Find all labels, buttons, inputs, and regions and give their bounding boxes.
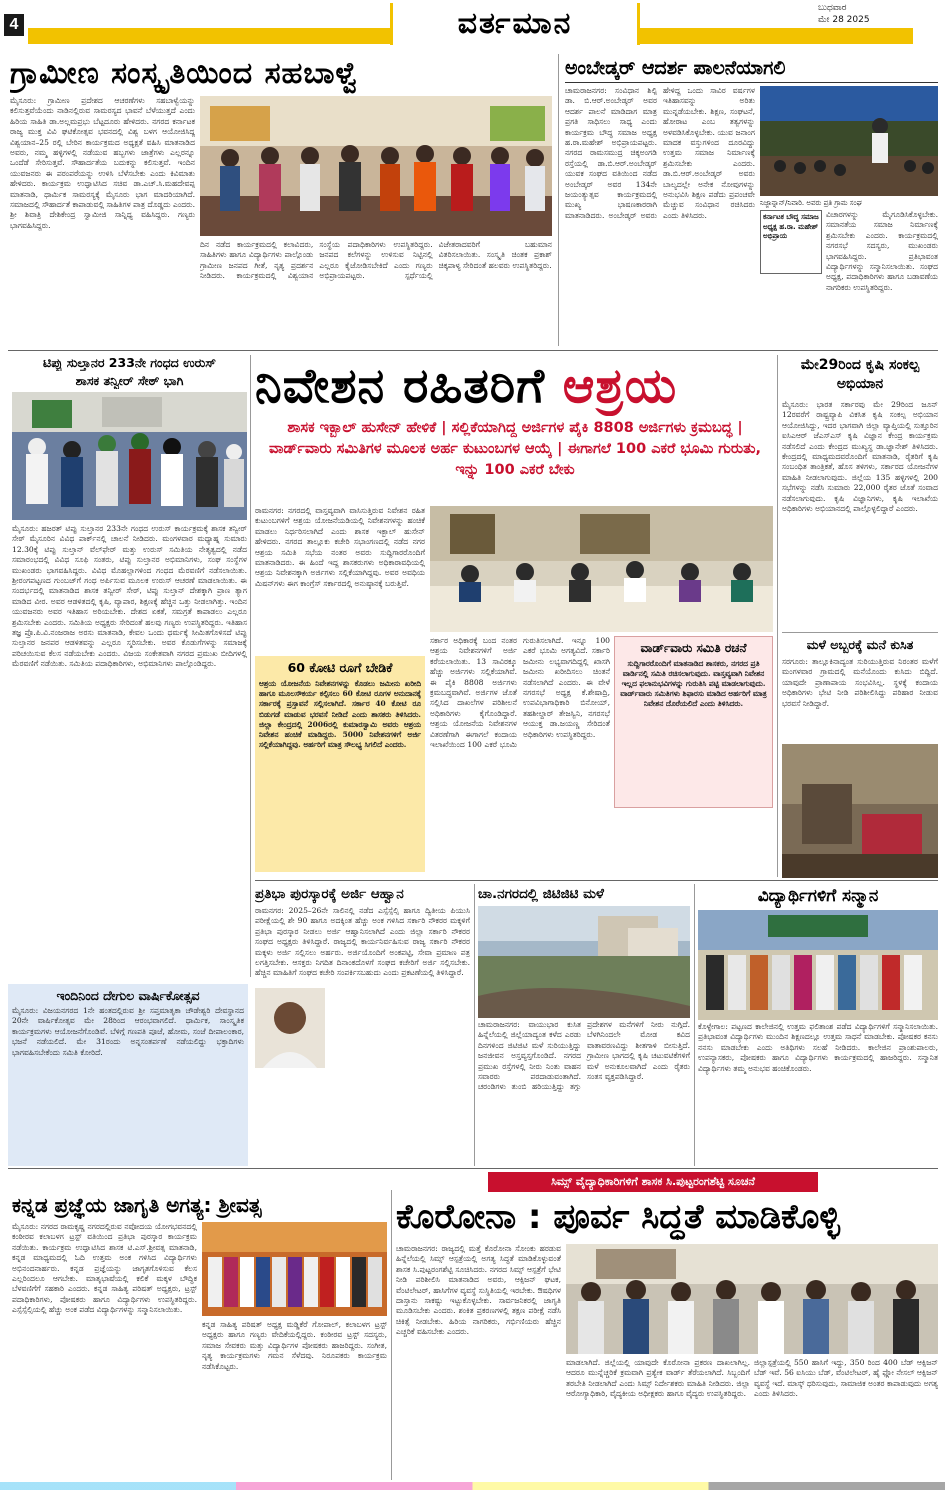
story-krishi-headline: ಮೇ29ರಿಂದ ಕೃಷಿ ಸಂಕಲ್ಪ ಅಭಿಯಾನ bbox=[800, 357, 920, 392]
story-ambedkar-photo bbox=[760, 86, 938, 196]
story-corona-body: ಚಾಮರಾಜನಗರ: ರಾಜ್ಯದಲ್ಲಿ ಮತ್ತೆ ಕೊರೋನಾ ಸೋಂಕು ಹರಡುವ ಹಿನ್ನೆಲೆಯಲ್ಲಿ ಸಿಮ್ಸ್ ಆಸ್ಪತ್ರೆಯಲ್ಲಿ ಅಗತ್ಯ ಸಿದ್ಧತೆ ಮಾಡಿಕೊಳ್ಳುವಂತೆ ಶಾಸಕ ಸಿ.ಪುಟ್ಟರಂಗಶೆಟ್ಟಿ ಸೂಚಿಸಿದರು. ನಗರದ ಸಿಮ್ಸ್ ಆಸ್ಪತ್ರೆಗೆ ಭೇಟಿ ನೀಡಿ ಪರಿಶೀಲಿಸಿ ಮಾತನಾಡಿದ ಅವರು, ಆಕ್ಸಿಜನ್ ಘಟಕ, ವೆಂಟಿಲೇಟರ್, ಹಾಸಿಗೆಗಳ ವ್ಯವಸ್ಥೆ ಸುಸ್ಥಿತಿಯಲ್ಲಿ ಇರಬೇಕು. ಔಷಧಿಗಳ ದಾಸ್ತಾನು ಸಾಕಷ್ಟು ಇಟ್ಟುಕೊಳ್ಳಬೇಕು. ಸಾರ್ವಜನಿಕರಲ್ಲಿ ಜಾಗೃತಿ ಮೂಡಿಸಬೇಕು ಎಂದರು. ಶಂಕಿತ ಪ್ರಕರಣಗಳಲ್ಲಿ ತಕ್ಷಣ ಪರೀಕ್ಷೆ ನಡೆಸಿ ಚಿಕಿತ್ಸೆ ನೀಡಬೇಕು. ಹಿರಿಯ ನಾಗರಿಕರು, ಗರ್ಭಿಣಿಯರು ಹೆಚ್ಚಿನ ಎಚ್ಚರಿಕೆ ವಹಿಸಬೇಕು ಎಂದರು. bbox=[396, 1244, 561, 1337]
divider bbox=[474, 884, 475, 1166]
story-lead-sidebar-title: ವಾರ್ಡ್‌ವಾರು ಸಮಿತಿ ರಚನೆ bbox=[640, 641, 747, 655]
story-lead-photo bbox=[430, 506, 773, 632]
story-lead-body-left: ರಾಮನಗರ: ನಗರದಲ್ಲಿ ವಾಸ್ತವ್ಯವಾಗಿ ವಾಸಿಸುತ್ತಿರುವ ನಿವೇಶನ ರಹಿತ ಕುಟುಂಬಗಳಿಗೆ ಆಶ್ರಯ ಯೋಜನೆಯಡಿಯಲ್ಲಿ ನಿವೇಶನಗಳನ್ನು ಹಂಚಿಕೆ ಮಾಡಲು ನಿರ್ಧರಿಸಲಾಗಿದೆ ಎಂದು ಶಾಸಕ ಇಕ್ಬಾಲ್ ಹುಸೇನ್ ಹೇಳಿದರು. ನಗರದ ತಾಲ್ಲೂಕು ಕಚೇರಿ ಸಭಾಂಗಣದಲ್ಲಿ ನಡೆದ ನಗರ ಆಶ್ರಯ ಸಮಿತಿ ಸಭೆಯ ನಂತರ ಅವರು ಸುದ್ದಿಗಾರರೊಂದಿಗೆ ಮಾತನಾಡಿದರು. ಈ ಹಿಂದೆ ಇದ್ದ ಶಾಸಕರುಗಳು ಅಧಿಕಾರಾವಧಿಯಲ್ಲಿ ಆಶ್ರಯ ನಿವೇಶನಕ್ಕಾಗಿ ಅರ್ಜಿಗಳು ಸಲ್ಲಿಕೆಯಾಗಿದ್ದವು. ಅವರ ಅವಧಿಯ ಮಿಷನ್‌ಗಳು ಈಗ ಕಾಂಗ್ರೆಸ್ ಸರ್ಕಾರದಲ್ಲಿ ಅನುಷ್ಠಾನಕ್ಕೆ ಬರುತ್ತಿವೆ. bbox=[255, 506, 425, 588]
story-kannada-body: ಮೈಸೂರು: ನಗರದ ರಾಮಕೃಷ್ಣ ನಗರದಲ್ಲಿರುವ ನವೋದಯ ಯೋಗಭವನದಲ್ಲಿ ಕಂಠೀರವ ಕಲಾಬಳಗ ಟ್ರಸ್ಟ್ ವತಿಯಿಂದ ಪ್ರತಿಭಾ ಪುರಸ್ಕಾರ ಕಾರ್ಯಕ್ರಮ ನಡೆಯಿತು. ಕಾರ್ಯಕ್ರಮ ಉದ್ಘಾಟಿಸಿದ ಶಾಸಕ ಟಿ.ಎಸ್.ಶ್ರೀವತ್ಸ ಮಾತನಾಡಿ, ಕನ್ನಡ ಮಾಧ್ಯಮದಲ್ಲಿ ಓದಿ ಉತ್ತಮ ಅಂಕ ಗಳಿಸಿದ ವಿದ್ಯಾರ್ಥಿಗಳು ಅಭಿನಂದನಾರ್ಹರು. ಕನ್ನಡ ಪ್ರಜ್ಞೆಯನ್ನು ಜಾಗೃತಗೊಳಿಸುವ ಕೆಲಸ ಎಲ್ಲರಿಂದಲೂ ಆಗಬೇಕು. ಮಾತೃಭಾಷೆಯಲ್ಲಿ ಕಲಿಕೆ ಮಕ್ಕಳ ಬೌದ್ಧಿಕ ಬೆಳವಣಿಗೆಗೆ ಸಹಕಾರಿ ಎಂದರು. ಕನ್ನಡ ಸಾಹಿತ್ಯ ಪರಿಷತ್ ಅಧ್ಯಕ್ಷರು, ಟ್ರಸ್ಟ್ ಪದಾಧಿಕಾರಿಗಳು, ಪೋಷಕರು ಹಾಗೂ ವಿದ್ಯಾರ್ಥಿಗಳು ಉಪಸ್ಥಿತರಿದ್ದರು. ಎಸ್ಸೆಸ್ಸೆಲ್ಸಿಯಲ್ಲಿ ಹೆಚ್ಚು ಅಂಕ ಪಡೆದ ವಿದ್ಯಾರ್ಥಿಗಳನ್ನು ಸನ್ಮಾನಿಸಲಾಯಿತು. bbox=[12, 1222, 197, 1315]
divider bbox=[250, 355, 251, 977]
page-number: 4 bbox=[9, 16, 19, 33]
story-lead-callout-box bbox=[255, 656, 425, 872]
divider bbox=[782, 632, 938, 633]
story-lead-deck: ಶಾಸಕ ಇಕ್ಬಾಲ್ ಹುಸೇನ್ ಹೇಳಿಕೆ | ಸಲ್ಲಿಕೆಯಾಗಿದ್ದ ಅರ್ಜಿಗಳ ಪೈಕಿ 8808 ಅರ್ಜಿಗಳು ಕ್ರಮಬದ್ಧ | ವಾರ್ಡ್‌ವಾರು ಸಮಿತಿಗಳ ಮೂಲಕ ಅರ್ಹ ಕುಟುಂಬಗಳ ಆಯ್ಕೆ | ಈಗಾಗಲೆ 100 ಎಕರೆ ಭೂಮಿ ಗುರುತು, ಇನ್ನು 100 ಎಕರೆ ಬೇಕು bbox=[269, 420, 761, 478]
story-tipu-body: ಮೈಸೂರು: ಹಜರತ್ ಟಿಪ್ಪು ಸುಲ್ತಾನರ 233ನೇ ಗಂಧದ ಉರುಸ್ ಕಾರ್ಯಕ್ರಮಕ್ಕೆ ಶಾಸಕ ತನ್ವೀರ್ ಸೇಠ್ ಮೈಸೂರಿನ ವಿವಿಧ ಪಾರ್ಕ್‌ನಲ್ಲಿ ಚಾಲನೆ ನೀಡಿದರು. ಮಂಗಳವಾರ ಮಧ್ಯಾಹ್ನ ಸುಮಾರು 12.30ಕ್ಕೆ ಟಿಪ್ಪು ಸುಲ್ತಾನ್ ವೆಲ್‌ಫೇರ್ ಮತ್ತು ಉರುಸ್ ಸಮಿತಿಯ ನೇತೃತ್ವದಲ್ಲಿ ನಡೆದ ಸಮಾರಂಭದಲ್ಲಿ ವಿವಿಧ ಸೂಫಿ ಸಂತರು, ಟಿಪ್ಪು ಸುಲ್ತಾನರ ಅಭಿಮಾನಿಗಳು, ಸಂಘ ಸಂಸ್ಥೆಗಳ ಮುಖಂಡರು ಭಾಗವಹಿಸಿದ್ದರು. ವಿವಿಧ ಮೊಹಲ್ಲಾಗಳಿಂದ ಗಂಧದ ಮೆರವಣಿಗೆ ನಡೆಸಲಾಯಿತು. ಶ್ರೀರಂಗಪಟ್ಟಣದ ಗುಂಬಜ್‌ಗೆ ಗಂಧ ಅರ್ಪಿಸುವ ಮೂಲಕ ಉರುಸ್ ಆಚರಣೆ ಮಾಡಲಾಯಿತು. ಈ ಸಂದರ್ಭದಲ್ಲಿ ಮಾತನಾಡಿದ ಶಾಸಕ ತನ್ವೀರ್ ಸೇಠ್, ಟಿಪ್ಪು ಸುಲ್ತಾನ್ ದೇಶಕ್ಕಾಗಿ ಪ್ರಾಣ ತ್ಯಾಗ ಮಾಡಿದ ವೀರ. ಅವರ ಆಡಳಿತದಲ್ಲಿ ಕೃಷಿ, ವ್ಯಾಪಾರ, ಶಿಕ್ಷಣಕ್ಕೆ ಹೆಚ್ಚಿನ ಒತ್ತು ನೀಡಲಾಗಿತ್ತು. ಇಂದಿನ ಯುವಜನರು ಅವರ ಇತಿಹಾಸ ಅರಿಯಬೇಕು. ದೇಶದ ಏಕತೆ, ಸಮಗ್ರತೆ ಕಾಪಾಡಲು ಎಲ್ಲರೂ ಶ್ರಮಿಸಬೇಕು ಎಂದರು. ಸಮಿತಿಯ ಅಧ್ಯಕ್ಷರು ಸೇರಿದಂತೆ ಹಲವು ಗಣ್ಯರು ಉಪಸ್ಥಿತರಿದ್ದರು. ಇತಿಹಾಸ ತಜ್ಞ ಪ್ರೊ.ಪಿ.ವಿ.ನಂಜರಾಜ ಅರಸು ಮಾತನಾಡಿ, ಕೇವಲ ಒಂದು ಧರ್ಮಕ್ಕೆ ಸೀಮಿತಗೊಳಿಸದೆ ಟಿಪ್ಪು ಸುಲ್ತಾನರ ಜನಪರ ಆಡಳಿತವನ್ನು ಎಲ್ಲರೂ ಸ್ಮರಿಸಬೇಕು. ಅವರ ಕೊಡುಗೆಗಳನ್ನು ಸಮಾಜಕ್ಕೆ ಪರಿಚಯಿಸುವ ಕೆಲಸ ನಡೆಯಬೇಕು ಎಂದರು. ವಿಜಯ ಸಂಕೇತವಾಗಿ ನಗರದ ಪ್ರಮುಖ ಬೀದಿಗಳಲ್ಲಿ ಮೆರವಣಿಗೆ ನಡೆಯಿತು. ಸಮಿತಿಯ ಪದಾಧಿಕಾರಿಗಳು, ಅಭಿಮಾನಿಗಳು ಪಾಲ್ಗೊಂಡಿದ್ದರು. bbox=[12, 524, 247, 669]
story-lead-callout-title: 60 ಕೋಟಿ ರೂಗೆ ಬೇಡಿಕೆ bbox=[287, 660, 393, 675]
divider bbox=[777, 355, 778, 877]
story-lead-headline bbox=[255, 356, 775, 416]
story-kannada-photo bbox=[202, 1222, 387, 1316]
story-lead-sidebar-box bbox=[614, 636, 773, 808]
story-rain-city-photo bbox=[478, 906, 690, 1018]
story-ambedkar-body: ಚಾಮರಾಜನಗರ: ಸಂವಿಧಾನ ಶಿಲ್ಪಿ ಡಾ. ಬಿ.ಆರ್.ಅಂಬೇಡ್ಕರ್ ಅವರ ಆದರ್ಶ ಪಾಲನೆ ಮಾಡಿದಾಗ ಮಾತ್ರ ಪ್ರಗತಿ ಸಾಧಿಸಲು ಸಾಧ್ಯ ಎಂದು ಕಾರ್ಯಕ್ರಮ ಬೌದ್ಧ ಸಮಾಜ ಅಧ್ಯಕ್ಷ ಹ.ರಾ.ಮಹೇಶ್ ಅಭಿಪ್ರಾಯಪಟ್ಟರು. ನಗರದ ರಾಮಸಮುದ್ರ ಚಿಕ್ಕಅಂಗಡಿ ರಸ್ತೆಯಲ್ಲಿ ಡಾ.ಬಿ.ಆರ್.ಅಂಬೇಡ್ಕರ್ ಯುವಕ ಸಂಘದ ವತಿಯಿಂದ ನಡೆದ ಅಂಬೇಡ್ಕರ್ ಅವರ 134ನೇ ಜಯಂತ್ಯುತ್ಸವ ಕಾರ್ಯಕ್ರಮದಲ್ಲಿ ಮುಖ್ಯ ಭಾಷಣಕಾರರಾಗಿ ಮಾತನಾಡಿದರು. ಅಂಬೇಡ್ಕರ್ ಅವರು ಹೇಳಿದ್ದ ಒಂದು ಸಾವಿರ ವರ್ಷಗಳ ಇತಿಹಾಸವನ್ನು ಅರಿತು ಮುನ್ನಡೆಯಬೇಕು. ಶಿಕ್ಷಣ, ಸಂಘಟನೆ, ಹೋರಾಟ ಎಂಬ ತತ್ವಗಳನ್ನು ಅಳವಡಿಸಿಕೊಳ್ಳಬೇಕು. ಯುವ ಜನಾಂಗ ಮಾದಕ ವಸ್ತುಗಳಿಂದ ದೂರವಿದ್ದು ಉತ್ತಮ ಸಮಾಜ ನಿರ್ಮಾಣಕ್ಕೆ ಶ್ರಮಿಸಬೇಕು ಎಂದರು. ಡಾ.ಬಿ.ಆರ್.ಅಂಬೇಡ್ಕರ್ ಅವರು ಬಾಲ್ಯದಲ್ಲೇ ಅನೇಕ ನೋವುಗಳನ್ನು ಅನುಭವಿಸಿ ಶಿಕ್ಷಣ ಪಡೆದು ಪ್ರಪಂಚವೇ ಮೆಚ್ಚುವ ಸಂವಿಧಾನ ರಚಿಸಿದರು ಎಂದು ತಿಳಿಸಿದರು. bbox=[565, 86, 755, 220]
story-ambedkar-body2: ವಿಚಾರಗಳನ್ನು ಮೈಗೂಡಿಸಿಕೊಳ್ಳಬೇಕು. ಸಮಾನತೆಯ ಸಮಾಜ ನಿರ್ಮಾಣಕ್ಕೆ ಶ್ರಮಿಸಬೇಕು ಎಂದರು. ಕಾರ್ಯಕ್ರಮದಲ್ಲಿ ನಗರಸಭೆ ಸದಸ್ಯರು, ಮುಖಂಡರು ಭಾಗವಹಿಸಿದ್ದರು. ಪ್ರತಿಭಾವಂತ ವಿದ್ಯಾರ್ಥಿಗಳನ್ನು ಸನ್ಮಾನಿಸಲಾಯಿತು. ಸಂಘದ ಅಧ್ಯಕ್ಷ, ಪದಾಧಿಕಾರಿಗಳು ಹಾಗೂ ಬಡಾವಣೆಯ ನಾಗರಿಕರು ಉಪಸ್ಥಿತರಿದ್ದರು. bbox=[826, 210, 938, 292]
divider bbox=[558, 54, 559, 346]
divider bbox=[565, 82, 938, 83]
story-rain-house-body: ಸರಗೂರು: ತಾಲ್ಲೂಕಿನಾದ್ಯಂತ ಸುರಿಯುತ್ತಿರುವ ನಿರಂತರ ಮಳೆಗೆ ಮಂಗಳವಾರ ಗ್ರಾಮದಲ್ಲಿ ಮನೆಯೊಂದು ಕುಸಿದು ಬಿದ್ದಿದೆ. ಯಾವುದೇ ಪ್ರಾಣಾಪಾಯ ಸಂಭವಿಸಿಲ್ಲ. ಸ್ಥಳಕ್ಕೆ ಕಂದಾಯ ಅಧಿಕಾರಿಗಳು ಭೇಟಿ ನೀಡಿ ಪರಿಶೀಲಿಸಿದ್ದು ಪರಿಹಾರ ನೀಡುವ ಭರವಸೆ ನೀಡಿದ್ದಾರೆ. bbox=[782, 657, 938, 708]
story-students-headline: ವಿದ್ಯಾರ್ಥಿಗಳಿಗೆ ಸನ್ಮಾನ bbox=[757, 886, 879, 906]
story-tipu-headline: ಟಿಪ್ಪು ಸುಲ್ತಾನರ 233ನೇ ಗಂಧದ ಉರುಸ್ bbox=[43, 355, 216, 370]
story-rain-house-headline: ಮಳೆ ಅಬ್ಬರಕ್ಕೆ ಮನೆ ಕುಸಿತ bbox=[806, 637, 914, 652]
story-ambedkar-pullquote: ಕರ್ನಾಟಕ ಬೌದ್ಧ ಸಮಾಜ ಅಧ್ಯಕ್ಷ ಹ.ರಾ. ಮಹೇಶ್ ಅಭಿಪ್ರಾಯ bbox=[763, 213, 819, 240]
story-students-photo bbox=[698, 910, 938, 1020]
story-tipu-subhead: ಶಾಸಕ ತನ್ವೀರ್ ಸೇಠ್ ಭಾಗಿ bbox=[75, 373, 184, 388]
story-lead-body-right: ಸರ್ಕಾರ ಅಧಿಕಾರಕ್ಕೆ ಬಂದ ನಂತರ ಆಶ್ರಯ ನಿವೇಶನಗಳಿಗೆ ಅರ್ಜಿ ಕರೆಯಲಾಯಿತು. 13 ಸಾವಿರಕ್ಕೂ ಹೆಚ್ಚು ಅರ್ಜಿಗಳು ಸಲ್ಲಿಕೆಯಾಗಿವೆ. ಈ ಪೈಕಿ 8808 ಅರ್ಜಿಗಳು ಕ್ರಮಬದ್ಧವಾಗಿವೆ. ಅರ್ಜಿಗಳ ಜೊತೆ ಸಲ್ಲಿಸಿದ ದಾಖಲೆಗಳ ಪರಿಶೀಲನೆ ಅಧಿಕಾರಿಗಳು ಕೈಗೊಂಡಿದ್ದಾರೆ. ಆಶ್ರಯ ಯೋಜನೆಯ ನಿವೇಶನಗಳ ವಿತರಣೆಗಾಗಿ ಈಗಾಗಲೆ ಕಂದಾಯ ಇಲಾಖೆಯಿಂದ 100 ಎಕರೆ ಭೂಮಿ ಗುರುತಿಸಲಾಗಿದೆ. ಇನ್ನೂ 100 ಎಕರೆ ಭೂಮಿ ಅಗತ್ಯವಿದೆ. ಸರ್ಕಾರಿ ಜಮೀನು ಲಭ್ಯವಾಗದಿದ್ದಲ್ಲಿ ಖಾಸಗಿ ಜಮೀನು ಖರೀದಿಸಲು ಚಿಂತನೆ ನಡೆಸಲಾಗಿದೆ ಎಂದರು. ಈ ವೇಳೆ ನಗರಸಭೆ ಅಧ್ಯಕ್ಷ ಕೆ.ಶೇಷಾದ್ರಿ, ಉಪವಿಭಾಗಾಧಿಕಾರಿ ಬಿನೋಯ್, ತಹಶೀಲ್ದಾರ್ ತೇಜಸ್ವಿನಿ, ನಗರಸಭೆ ಆಯುಕ್ತ ಡಾ.ಜಯಣ್ಣ ಸೇರಿದಂತೆ ಅಧಿಕಾರಿಗಳು ಉಪಸ್ಥಿತರಿದ್ದರು. bbox=[430, 636, 610, 750]
story-village-photo bbox=[200, 96, 552, 236]
story-lead-sidebar-body: ಸುದ್ದಿಗಾರರೊಂದಿಗೆ ಮಾತನಾಡಿದ ಶಾಸಕರು, ನಗರದ ಪ್ರತಿ ವಾರ್ಡಿನಲ್ಲಿ ಸಮಿತಿ ರಚಿಸಲಾಗುವುದು. ವಾಸ್ತವ್ಯವಾಗಿ ನಿವೇಶನ ಇಲ್ಲದ ಫಲಾನುಭವಿಗಳನ್ನು ಗುರುತಿಸಿ ಪಟ್ಟಿ ಮಾಡಲಾಗುವುದು. ವಾರ್ಡ್‌ವಾರು ಸಮಿತಿಗಳು ಶಿಫಾರಸು ಮಾಡಿದ ಅರ್ಹರಿಗೆ ಮಾತ್ರ ನಿವೇಶನ ದೊರೆಯಲಿದೆ ಎಂದು ತಿಳಿಸಿದರು. bbox=[620, 659, 767, 708]
story-rain-house-photo bbox=[782, 744, 938, 878]
story-rain-city-body: ಚಾಮರಾಜನಗರ: ವಾಯುಭಾರ ಕುಸಿತ ಹಿನ್ನೆಲೆಯಲ್ಲಿ ಜಿಲ್ಲೆಯಾದ್ಯಂತ ಕಳೆದ ಎರಡು ದಿನಗಳಿಂದ ಜಿಟಿಜಿಟಿ ಮಳೆ ಸುರಿಯುತ್ತಿದ್ದು ಜನಜೀವನ ಅಸ್ತವ್ಯಸ್ತಗೊಂಡಿದೆ. ನಗರದ ಪ್ರಮುಖ ರಸ್ತೆಗಳಲ್ಲಿ ನೀರು ನಿಂತು ವಾಹನ ಸವಾರರು ಪರದಾಡುವಂತಾಗಿದೆ. ಚರಂಡಿಗಳು ತುಂಬಿ ಹರಿಯುತ್ತಿದ್ದು ತಗ್ಗು ಪ್ರದೇಶಗಳ ಮನೆಗಳಿಗೆ ನೀರು ನುಗ್ಗಿದೆ. ಬೆಳಗಿನಿಂದಲೇ ಮೋಡ ಕವಿದ ವಾತಾವರಣವಿದ್ದು ಶೀತಗಾಳಿ ಬೀಸುತ್ತಿದೆ. ಗ್ರಾಮೀಣ ಭಾಗದಲ್ಲಿ ಕೃಷಿ ಚಟುವಟಿಕೆಗಳಿಗೆ ಮಳೆ ಅನುಕೂಲವಾಗಿದೆ ಎಂದು ರೈತರು ಸಂತಸ ವ್ಯಕ್ತಪಡಿಸಿದ್ದಾರೆ. bbox=[478, 1020, 690, 1092]
story-kannada-headline: ಕನ್ನಡ ಪ್ರಜ್ಞೆಯ ಜಾಗೃತಿ ಅಗತ್ಯ: ಶ್ರೀವತ್ಸ bbox=[12, 1193, 262, 1217]
story-village-body: ಮೈಸೂರು: ಗ್ರಾಮೀಣ ಪ್ರದೇಶದ ಆಚರಣೆಗಳು ಸಹಬಾಳ್ವೆಯನ್ನು ಕಲಿಸುತ್ತವೆಯೆಂದು ನಾಡಿನಲ್ಲಿರುವ ಸಾಮರಸ್ಯದ ಭಾವನೆ ಬೆಳೆಯುತ್ತದೆ ಎಂದು ಹಿರಿಯ ಸಾಹಿತಿ ಡಾ.ಅಲ್ಲಮಪ್ರಭು ಬೆಟ್ಟದೂರು ಹೇಳಿದರು. ನಗರದ ಕರ್ನಾಟಕ ರಾಜ್ಯ ಮುಕ್ತ ವಿವಿ ಘಟಿಕೋತ್ಸವ ಭವನದಲ್ಲಿ ವಿಶ್ವ ಬಳಗ ಆಯೋಜಿಸಿದ್ದ ವಿಶ್ವಯಾನ–25 ರಲ್ಲಿ ಬೇರಿನ ಕಾರ್ಯಕ್ರಮದ ಅಧ್ಯಕ್ಷತೆ ವಹಿಸಿ ಮಾತನಾಡಿದ ಅವರು, ನಮ್ಮ ಹಳ್ಳಿಗಳಲ್ಲಿ ನಡೆಯುವ ಹಬ್ಬಗಳು ಜಾತ್ರೆಗಳು ಎಲ್ಲರನ್ನೂ ಒಂದೆಡೆ ಸೇರಿಸುತ್ತವೆ. ಸೌಹಾರ್ದತೆಯ ಬದುಕನ್ನು ಕಲಿಸುತ್ತವೆ. ಇಂದಿನ ಯುವಜನರು ಈ ಪರಂಪರೆಯನ್ನು ಉಳಿಸಿ ಬೆಳೆಸಬೇಕು ಎಂದು ಕಿವಿಮಾತು ಹೇಳಿದರು. ಕಾರ್ಯಕ್ರಮ ಉದ್ಘಾಟಿಸಿದ ಸಚಿವ ಡಾ.ಎಚ್.ಸಿ.ಮಹದೇವಪ್ಪ ಮಾತನಾಡಿ, ಧಾರ್ಮಿಕ ಸಾಮರಸ್ಯಕ್ಕೆ ಮೈಸೂರು ಭಾಗ ಮಾದರಿಯಾಗಿದೆ. ಸಮಾಜದಲ್ಲಿ ಸೌಹಾರ್ದತೆ ಕಾಪಾಡುವಲ್ಲಿ ಸಾಹಿತಿಗಳ ಪಾತ್ರ ದೊಡ್ಡದು ಎಂದರು. ಶ್ರೀ ಶಿವಾತ್ರಿ ದೇಶಿಕೇಂದ್ರ ಸ್ವಾಮೀಜಿ ಸಾನ್ನಿಧ್ಯ ವಹಿಸಿದ್ದರು. ಗಣ್ಯರು ಭಾಗವಹಿಸಿದ್ದರು. bbox=[10, 96, 195, 230]
story-lead-headline-part1: ನಿವೇಶನ ರಹಿತರಿಗೆ bbox=[255, 358, 563, 414]
story-corona-headline: ಕೊರೋನಾ : ಪೂರ್ವ ಸಿದ್ಧತೆ ಮಾಡಿಕೊಳ್ಳಿ bbox=[396, 1197, 841, 1237]
divider bbox=[391, 1190, 392, 1480]
divider bbox=[8, 1168, 938, 1169]
paper-name: ವರ್ತಮಾನ bbox=[390, 3, 640, 45]
color-registration-strip bbox=[0, 1482, 945, 1490]
story-village-headline: ಗ್ರಾಮೀಣ ಸಂಸ್ಕೃತಿಯಿಂದ ಸಹಬಾಳ್ವೆ bbox=[10, 56, 360, 91]
story-krishi-body: ಮೈಸೂರು: ಭಾರತ ಸರ್ಕಾರವು ಮೇ 29ರಿಂದ ಜೂನ್ 12ರವರೆಗೆ ರಾಷ್ಟ್ರವ್ಯಾಪಿ ವಿಕಸಿತ ಕೃಷಿ ಸಂಕಲ್ಪ ಅಭಿಯಾನ ಆಯೋಜಿಸಿದ್ದು, ಇದರ ಭಾಗವಾಗಿ ಜಿಲ್ಲಾ ವ್ಯಾಪ್ತಿಯಲ್ಲಿ ಸುತ್ತೂರಿನ ಐಸಿಎಆರ್ ಜೆಎಸ್‌ಎಸ್ ಕೃಷಿ ವಿಜ್ಞಾನ ಕೇಂದ್ರ ಕಾರ್ಯಕ್ರಮ ನಡೆಸಲಿದೆ ಎಂದು ಕೇಂದ್ರದ ಮುಖ್ಯಸ್ಥ ಡಾ.ಜ್ಞಾನೇಶ್ ತಿಳಿಸಿದರು. ಕೇಂದ್ರದಲ್ಲಿ ಮಾಧ್ಯಮದವರೊಂದಿಗೆ ಮಾತನಾಡಿ, ರೈತರಿಗೆ ಕೃಷಿ ಸಂಬಂಧಿತ ತಾಂತ್ರಿಕತೆ, ಹೊಸ ತಳಿಗಳು, ಸರ್ಕಾರದ ಯೋಜನೆಗಳ ಮಾಹಿತಿ ನೀಡಲಾಗುವುದು. ಜಿಲ್ಲೆಯ 135 ಹಳ್ಳಿಗಳಲ್ಲಿ 200 ಸಭೆಗಳನ್ನು ನಡೆಸಿ ಸುಮಾರು 22,000 ರೈತರ ಜೊತೆ ಸಂವಾದ ನಡೆಸಲಾಗುವುದು. ಕೃಷಿ ವಿಜ್ಞಾನಿಗಳು, ಕೃಷಿ ಇಲಾಖೆಯ ಅಧಿಕಾರಿಗಳು ಅಭಿಯಾನದಲ್ಲಿ ಪಾಲ್ಗೊಳ್ಳಲಿದ್ದಾರೆ ಎಂದರು. bbox=[782, 400, 938, 514]
story-corona-body3: ಜಿಲ್ಲಾಸ್ಪತ್ರೆಯಲ್ಲಿ 550 ಹಾಸಿಗೆ ಇದ್ದು, 350 ರಿಂದ 400 ಬೆಡ್ ಆಕ್ಸಿಜನ್ ಬೆಡ್ ಇವೆ. 56 ಐಸಿಯು ಬೆಡ್, ವೆಂಟಿಲೇಟರ್, ಹೈ ಫ್ಲೋ ನೇಸಲ್ ಆಕ್ಸಿಜನ್ ವ್ಯವಸ್ಥೆ ಇದೆ. ಮಾಸ್ಕ್ ಧರಿಸುವುದು, ಸಾಮಾಜಿಕ ಅಂತರ ಕಾಪಾಡುವುದು ಅಗತ್ಯ ಎಂದು ತಿಳಿಸಿದರು. bbox=[754, 1358, 938, 1399]
story-corona-body2: ಮಾಡಲಾಗಿದೆ. ಜಿಲ್ಲೆಯಲ್ಲಿ ಯಾವುದೇ ಕೊರೋನಾ ಪ್ರಕರಣ ದಾಖಲಾಗಿಲ್ಲ. ಆದರೂ ಮುನ್ನೆಚ್ಚರಿಕೆ ಕ್ರಮವಾಗಿ ಪ್ರತ್ಯೇಕ ವಾರ್ಡ್ ತೆರೆಯಲಾಗಿದೆ. ಸಿಬ್ಬಂದಿಗೆ ತರಬೇತಿ ನೀಡಲಾಗಿದೆ ಎಂದು ಸಿಮ್ಸ್ ನಿರ್ದೇಶಕರು ಮಾಹಿತಿ ನೀಡಿದರು. ಜಿಲ್ಲಾ ಆರೋಗ್ಯಾಧಿಕಾರಿ, ವೈದ್ಯಕೀಯ ಅಧೀಕ್ಷಕರು ಹಾಗೂ ವೈದ್ಯರು ಉಪಸ್ಥಿತರಿದ್ದರು. bbox=[566, 1358, 750, 1399]
story-rain-city-headline: ಚಾ.ನಗರದಲ್ಲಿ ಜಿಟಿಜಿಟಿ ಮಳೆ bbox=[478, 886, 604, 902]
issue-date bbox=[818, 2, 918, 28]
issue-date-text: ಮೇ 28 2025 bbox=[818, 15, 870, 25]
story-pratibha-body-cont bbox=[329, 988, 470, 1148]
story-village-body2: ದಿನ ನಡೆದ ಕಾರ್ಯಕ್ರಮದಲ್ಲಿ ಕಲಾವಿದರು, ಸಾಹಿತಿಗಳು ಹಾಗೂ ವಿದ್ಯಾರ್ಥಿಗಳು ಪಾಲ್ಗೊಂಡು ಗ್ರಾಮೀಣ ಜನಪದ ಗೀತೆ, ನೃತ್ಯ ಪ್ರದರ್ಶನ ನೀಡಿದರು. ಕಾರ್ಯಕ್ರಮದಲ್ಲಿ ವಿಶ್ವಯಾನ ಸಂಸ್ಥೆಯ ಪದಾಧಿಕಾರಿಗಳು ಉಪಸ್ಥಿತರಿದ್ದರು. ಜನಪದ ಕಲೆಗಳನ್ನು ಉಳಿಸುವ ನಿಟ್ಟಿನಲ್ಲಿ ಎಲ್ಲರೂ ಕೈಜೋಡಿಸಬೇಕಿದೆ ಎಂದು ಗಣ್ಯರು ಅಭಿಪ್ರಾಯಪಟ್ಟರು. ಸ್ಪರ್ಧೆಯಲ್ಲಿ ವಿಜೇತರಾದವರಿಗೆ ಬಹುಮಾನ ವಿತರಿಸಲಾಯಿತು. ಸಂಸ್ಕೃತಿ ಚಿಂತಕ ಪ್ರಕಾಶ್ ಚಿಕ್ಕಪಾಳ್ಯ ಸೇರಿದಂತೆ ಹಲವರು ಉಪಸ್ಥಿತರಿದ್ದರು. bbox=[200, 240, 552, 281]
story-ambedkar-pullquote-box bbox=[760, 210, 822, 274]
divider bbox=[694, 884, 695, 1166]
story-corona-kicker: ಸಿಮ್ಸ್ ವೈದ್ಯಾಧಿಕಾರಿಗಳಿಗೆ ಶಾಸಕ ಸಿ.ಪುಟ್ಟರಂಗಶೆಟ್ಟಿ ಸೂಚನೆ bbox=[488, 1172, 818, 1192]
story-ambedkar-headline: ಅಂಬೇಡ್ಕರ್ ಆದರ್ಶ ಪಾಲನೆಯಾಗಲಿ bbox=[565, 57, 786, 79]
story-lead-headline-part2: ಆಶ್ರಯ bbox=[562, 358, 678, 414]
divider bbox=[255, 880, 938, 881]
story-ambedkar-caption: ನಿಜ್ಜಾನ್ನಾನ್/ನಿವಾರಿ. ಅವರು ಪ್ರತಿ ಗ್ರಾಮ ಸಂಘ bbox=[760, 199, 862, 207]
story-students-body: ಕೊಳ್ಳೇಗಾಲ: ಪಟ್ಟಣದ ಕಾಲೇಜಿನಲ್ಲಿ ಉತ್ತಮ ಫಲಿತಾಂಶ ಪಡೆದ ವಿದ್ಯಾರ್ಥಿಗಳಿಗೆ ಸನ್ಮಾನಿಸಲಾಯಿತು. ಪ್ರತಿಭಾವಂತ ವಿದ್ಯಾರ್ಥಿಗಳು ಮುಂದಿನ ಶಿಕ್ಷಣದಲ್ಲೂ ಉತ್ತಮ ಸಾಧನೆ ಮಾಡಬೇಕು. ಪೋಷಕರ ಕನಸು ನನಸು ಮಾಡಬೇಕು ಎಂದು ಅತಿಥಿಗಳು ಸಲಹೆ ನೀಡಿದರು. ಕಾಲೇಜಿನ ಪ್ರಾಂಶುಪಾಲರು, ಉಪನ್ಯಾಸಕರು, ಪೋಷಕರು ಹಾಗೂ ವಿದ್ಯಾರ್ಥಿಗಳು ಕಾರ್ಯಕ್ರಮದಲ್ಲಿ ಹಾಜರಿದ್ದರು. ಸನ್ಮಾನಿತ ವಿದ್ಯಾರ್ಥಿಗಳು ತಮ್ಮ ಅನುಭವ ಹಂಚಿಕೊಂಡರು. bbox=[698, 1022, 938, 1073]
story-pratibha-body: ರಾಮನಗರ: 2025–26ನೇ ಸಾಲಿನಲ್ಲಿ ನಡೆದ ಎಸ್ಸೆಸ್ಸೆಲ್ಸಿ ಹಾಗೂ ದ್ವಿತೀಯ ಪಿಯುಸಿ ಪರೀಕ್ಷೆಯಲ್ಲಿ ಶೇ 90 ಹಾಗೂ ಅದಕ್ಕಿಂತ ಹೆಚ್ಚು ಅಂಕ ಗಳಿಸಿದ ಸರ್ಕಾರಿ ನೌಕರರ ಮಕ್ಕಳಿಗೆ ಪ್ರತಿಭಾ ಪುರಸ್ಕಾರ ನೀಡಲು ಅರ್ಜಿ ಆಹ್ವಾನಿಸಲಾಗಿದೆ ಎಂದು ಜಿಲ್ಲಾ ಸರ್ಕಾರಿ ನೌಕರರ ಸಂಘದ ಅಧ್ಯಕ್ಷರು ತಿಳಿಸಿದ್ದಾರೆ. ರಾಜ್ಯದಲ್ಲಿ ಕಾರ್ಯನಿರ್ವಹಿಸುವ ರಾಜ್ಯ ಸರ್ಕಾರಿ ನೌಕರರ ಮಕ್ಕಳು ಅರ್ಜಿ ಸಲ್ಲಿಸಲು ಅರ್ಹರು. ಅರ್ಜಿಯೊಂದಿಗೆ ಅಂಕಪಟ್ಟಿ, ಸೇವಾ ಪ್ರಮಾಣ ಪತ್ರ ಲಗತ್ತಿಸಬೇಕು. ಆಸಕ್ತರು ನಿಗದಿತ ದಿನಾಂಕದೊಳಗೆ ಸಂಘದ ಕಚೇರಿಗೆ ಅರ್ಜಿ ಸಲ್ಲಿಸಬೇಕು. ಹೆಚ್ಚಿನ ಮಾಹಿತಿಗೆ ಸಂಘದ ಕಚೇರಿ ಸಂಪರ್ಕಿಸಬಹುದು ಎಂದು ಪ್ರಕಟಣೆಯಲ್ಲಿ ತಿಳಿಸಿದ್ದಾರೆ. bbox=[255, 906, 470, 978]
story-pratibha-headline: ಪ್ರತಿಭಾ ಪುರಸ್ಕಾರಕ್ಕೆ ಅರ್ಜಿ ಆಹ್ವಾನ bbox=[255, 886, 404, 902]
masthead bbox=[0, 0, 945, 50]
issue-day: ಬುಧವಾರ bbox=[818, 3, 847, 13]
page-number-badge bbox=[4, 14, 24, 36]
story-temple-headline: ಇಂದಿನಿಂದ ದೇಗುಲ ವಾರ್ಷಿಕೋತ್ಸವ bbox=[56, 988, 200, 1003]
divider bbox=[8, 350, 938, 351]
story-pratibha-photo bbox=[255, 988, 325, 1068]
story-temple-box bbox=[8, 984, 248, 1166]
story-corona-photo bbox=[566, 1244, 938, 1354]
story-kannada-body2: ಕನ್ನಡ ಸಾಹಿತ್ಯ ಪರಿಷತ್ ಅಧ್ಯಕ್ಷ ಮಡ್ಡಿಕೆರೆ ಗೋಪಾಲ್, ಕಲಾಬಳಗ ಟ್ರಸ್ಟ್ ಅಧ್ಯಕ್ಷರು ಹಾಗೂ ಗಣ್ಯರು ವೇದಿಕೆಯಲ್ಲಿದ್ದರು. ಕಂಠೀರವ ಟ್ರಸ್ಟ್ ಸದಸ್ಯರು, ಸಮಾಜ ಸೇವಕರು ಮತ್ತು ವಿದ್ಯಾರ್ಥಿಗಳ ಪೋಷಕರು ಹಾಜರಿದ್ದರು. ಸಂಗೀತ, ನೃತ್ಯ ಕಾರ್ಯಕ್ರಮಗಳು ಗಮನ ಸೆಳೆದವು. ನಿರೂಪಕರು ಕಾರ್ಯಕ್ರಮ ನಡೆಸಿಕೊಟ್ಟರು. bbox=[202, 1320, 387, 1371]
story-temple-body: ಮೈಸೂರು: ವಿಜಯನಗರದ 1ನೇ ಹಂತದಲ್ಲಿರುವ ಶ್ರೀ ಸಪ್ತಮಾತೃಕಾ ಚೌಡೇಶ್ವರಿ ದೇವಸ್ಥಾನದ 20ನೇ ವಾರ್ಷಿಕೋತ್ಸವ ಮೇ 28ರಿಂದ ಆರಂಭವಾಗಲಿದೆ. ಧಾರ್ಮಿಕ, ಸಾಂಸ್ಕೃತಿಕ ಕಾರ್ಯಕ್ರಮಗಳು ಆಯೋಜನೆಗೊಂಡಿವೆ. ಬೆಳಿಗ್ಗೆ ಗಣಪತಿ ಪೂಜೆ, ಹೋಮ, ಸಂಜೆ ದೀಪಾಲಂಕಾರ, ಭಜನೆ ನಡೆಯಲಿದೆ. ಮೇ 31ರಂದು ಅನ್ನಸಂತರ್ಪಣೆ ನಡೆಯಲಿದ್ದು ಭಕ್ತಾದಿಗಳು ಭಾಗವಹಿಸಬೇಕೆಂದು ಸಮಿತಿ ಕೋರಿದೆ. bbox=[12, 1006, 244, 1057]
story-lead-callout-body: ಆಶ್ರಯ ಯೋಜನೆಯ ನಿವೇಶನಗಳನ್ನು ಕೊಡಲು ಜಮೀನು ಖರೀದಿ ಹಾಗೂ ಮೂಲಸೌಕರ್ಯ ಕಲ್ಪಿಸಲು 60 ಕೋಟಿ ರೂಗಳ ಅನುದಾನಕ್ಕೆ ಸರ್ಕಾರಕ್ಕೆ ಪ್ರಸ್ತಾವನೆ ಸಲ್ಲಿಸಲಾಗಿದೆ. ಸರ್ಕಾರ 40 ಕೋಟಿ ರೂ ಬಿಡುಗಡೆ ಮಾಡುವ ಭರವಸೆ ನೀಡಿದೆ ಎಂದು ಶಾಸಕರು ತಿಳಿಸಿದರು. ಜಿಲ್ಲಾ ಕೇಂದ್ರದಲ್ಲಿ 2006ರಲ್ಲಿ ಕುಮಾರಸ್ವಾಮಿ ಅವರು ಆಶ್ರಯ ನಿವೇಶನ ಹಂಚಿಕೆ ಮಾಡಿದ್ದರು. 5000 ನಿವೇಶನಗಳಿಗೆ ಅರ್ಜಿ ಸಲ್ಲಿಕೆಯಾಗಿದ್ದವು. ಅರ್ಹರಿಗೆ ಮಾತ್ರ ಸೌಲಭ್ಯ ಸಿಗಲಿದೆ ಎಂದರು. bbox=[259, 679, 421, 750]
story-tipu-photo bbox=[12, 392, 247, 520]
